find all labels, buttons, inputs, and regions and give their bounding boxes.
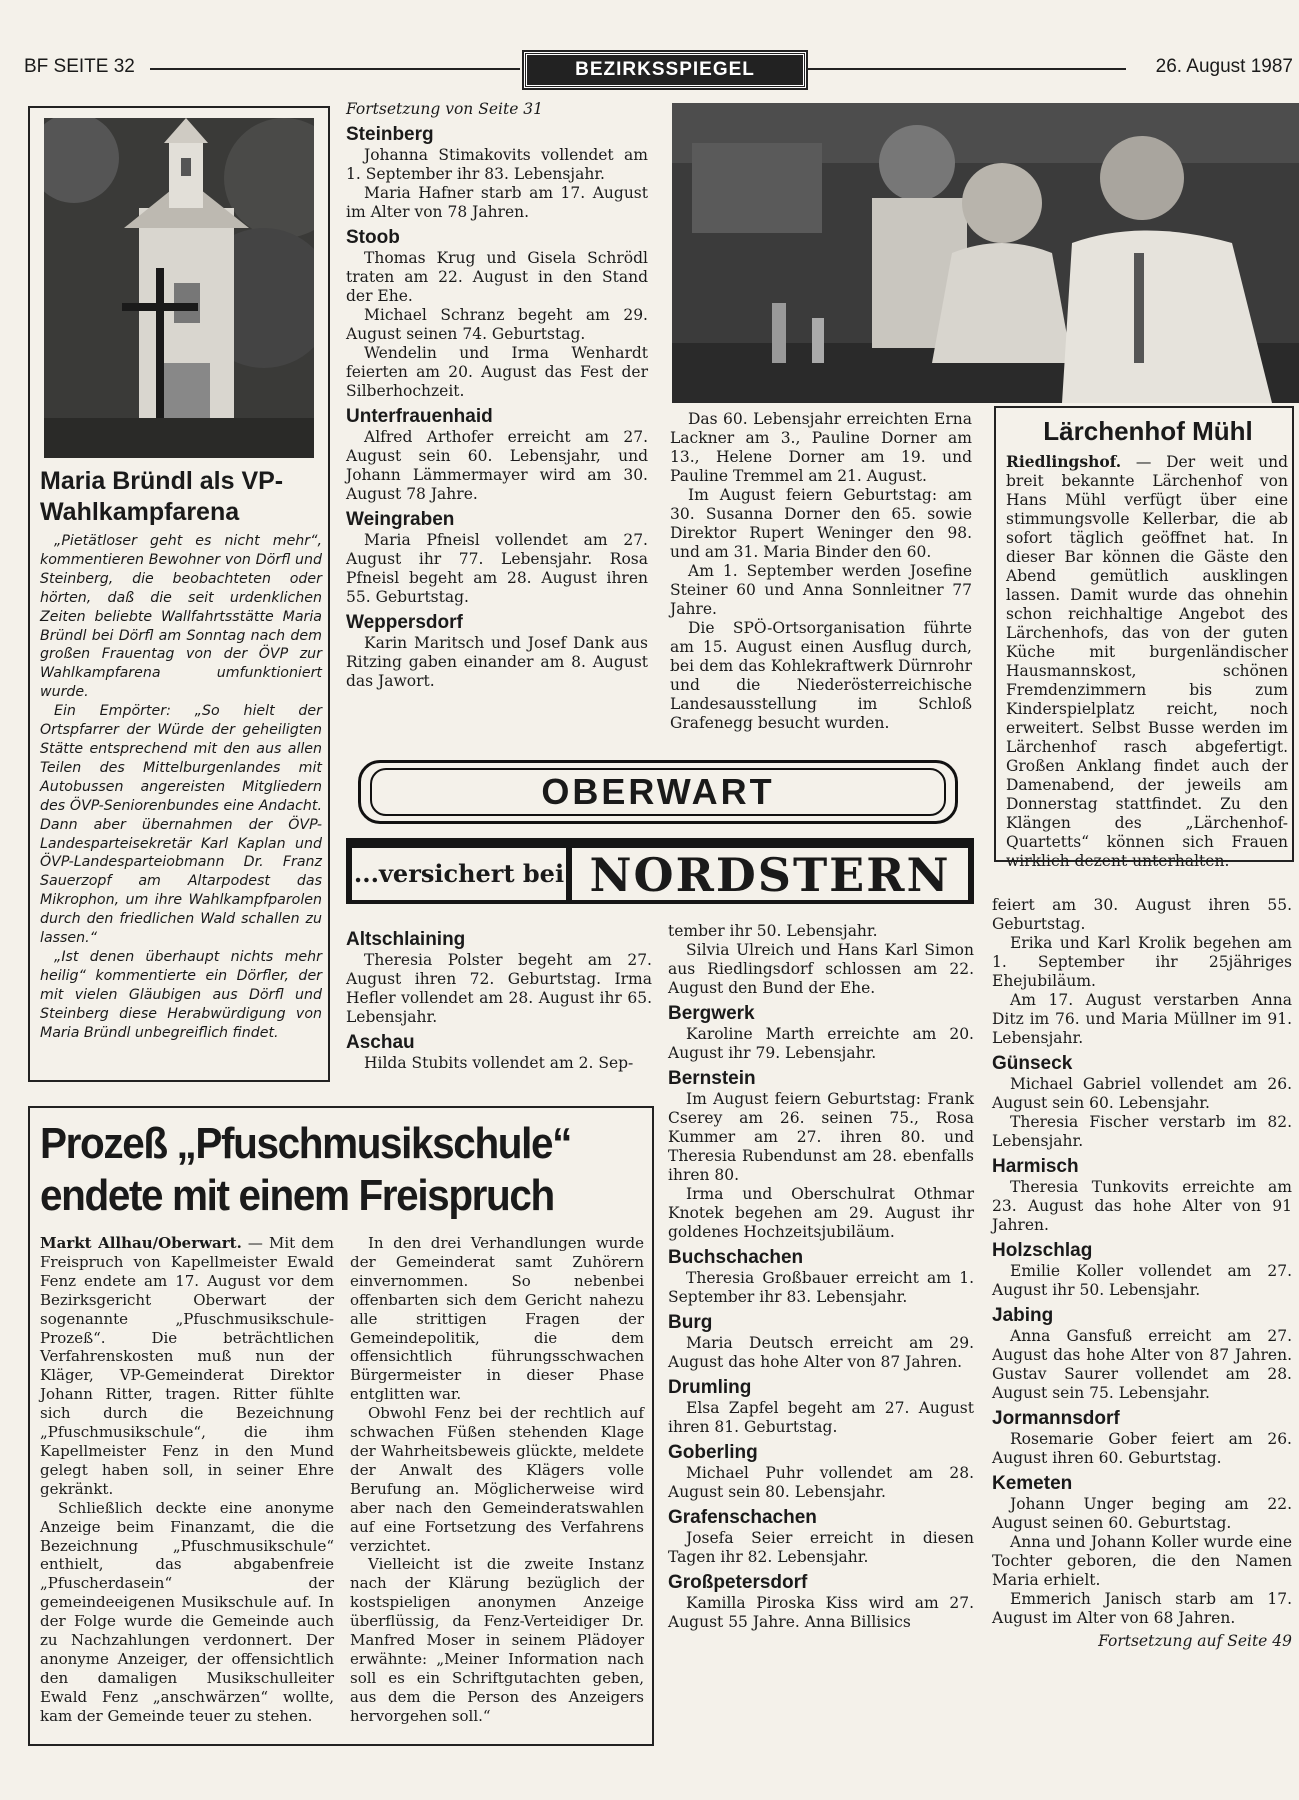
section-heading: Holzschlag [992, 1240, 1093, 1261]
section-heading: Kemeten [992, 1473, 1073, 1494]
section-heading: Drumling [668, 1377, 752, 1398]
laerchenhof-box [994, 406, 1294, 870]
news-paragraph: Michael Gabriel vollendet am 26. August sein 60. Lebensjahr. [992, 1075, 1292, 1112]
news-paragraph: Johanna Stimakovits vollendet am 1. September ihr 83. Lebensjahr. [346, 146, 648, 183]
news-paragraph: feiert am 30. August ihren 55. Geburtstag. [992, 896, 1292, 933]
news-paragraph: tember ihr 50. Lebensjahr. [668, 922, 878, 940]
section-heading: Aschau [346, 1032, 415, 1053]
section-heading: Jormannsdorf [992, 1408, 1120, 1429]
news-paragraph: Das 60. Lebensjahr erreichten Erna Lackner am 3., Pauline Dorner am 13., Helene Dorner am 19. und Pauline Tremmel am 21. August. [670, 410, 972, 485]
section-holzschlag [992, 1241, 1292, 1300]
news-paragraph: Johann Unger beging am 22. August seinen 60. Geburtstag. [992, 1495, 1292, 1532]
news-paragraph: Elsa Zapfel begeht am 27. August ihren 81. Geburtstag. [668, 1399, 974, 1436]
article-column-1 [40, 1234, 334, 1726]
news-paragraph: Michael Schranz begeht am 29. August seinen 74. Geburtstag. [346, 306, 648, 343]
section-heading: Unterfrauenhaid [346, 406, 493, 427]
news-paragraph: Theresia Tunkovits erreichte am 23. August das hohe Alter von 91 Jahren. [992, 1178, 1292, 1234]
section-heading: Bernstein [668, 1068, 756, 1089]
continued-from: Fortsetzung von Seite 31 [346, 100, 544, 118]
article-dateline: Markt Allhau/Oberwart. [40, 1234, 242, 1252]
section-unterfrauenhaid [346, 407, 648, 504]
section-bernstein [668, 1069, 974, 1242]
header-rule-right [806, 68, 1126, 70]
sidebar-paragraph: „Ist denen überhaupt nichts mehr heilig“ kommentierte ein Dörfler, der mit vielen Gläubigen aus Dörfl und Steinberg diese Herabwürdigung von Maria Bründl unbegreiflich findet. [40, 948, 322, 1041]
article-paragraph: Obwohl Fenz bei der rechtlich auf schwachen Füßen stehenden Klage der Wahrheitsbeweis glückte, meldete der Anwalt des Klägers volle Berufung an. Möglicherweise wird aber nach den Gemeinderatswahlen auf eine Fortsetzung des Verfahrens verzichtet. [350, 1404, 644, 1555]
section-burg [668, 1313, 974, 1372]
news-paragraph: Maria Pfneisl vollendet am 27. August ihr 77. Lebensjahr. Rosa Pfneisl begeht am 28. August ihren 55. Geburtstag. [346, 531, 648, 606]
section-heading: Großpetersdorf [668, 1572, 808, 1593]
box-dateline: Riedlingshof. [1006, 452, 1122, 471]
section-aschau [346, 1033, 652, 1073]
section-heading: Bergwerk [668, 1003, 755, 1024]
bar-photo [672, 103, 1299, 403]
section-steinberg [346, 125, 648, 222]
section-jormannsdorf [992, 1409, 1292, 1468]
sidebar-body [40, 532, 322, 1042]
news-paragraph: Maria Deutsch erreicht am 29. August das hohe Alter von 87 Jahren. [668, 1334, 974, 1371]
news-paragraph: Josefa Seier erreicht in diesen Tagen ihr 82. Lebensjahr. [668, 1529, 974, 1566]
news-paragraph: Kamilla Piroska Kiss wird am 27. August 55 Jahre. Anna Billisics [668, 1594, 974, 1631]
section-heading: Stoob [346, 227, 400, 248]
section-grafenschachen [668, 1508, 974, 1567]
section-heading: Steinberg [346, 124, 434, 145]
news-paragraph: Karoline Marth erreichte am 20. August ihr 79. Lebensjahr. [668, 1025, 974, 1062]
sidebar-article [28, 106, 330, 1082]
news-paragraph: Maria Hafner starb am 17. August im Alter von 78 Jahren. [346, 184, 648, 221]
sidebar-paragraph: „Pietätloser geht es nicht mehr“, kommentieren Bewohner von Dörfl und Steinberg, die beobachteten oder hörten, daß die seit urdenklichen Zeiten beliebte Wallfahrtsstätte Maria Bründl bei Dörfl am Sonntag nach dem großen Frauentag von der ÖVP zur Wahlkampfarena umfunktioniert wurde. [40, 533, 322, 701]
section-goberling [668, 1443, 974, 1502]
section-guenseck [992, 1054, 1292, 1151]
section-title: BEZIRKSSPIEGEL [524, 52, 806, 88]
news-paragraph: Alfred Arthofer erreicht am 27. August sein 60. Lebensjahr, und Johann Lämmermayer wird am 30. August 78 Jahre. [346, 428, 648, 503]
section-heading: Weppersdorf [346, 612, 463, 633]
news-paragraph: Irma und Oberschulrat Othmar Knotek begehen am 29. August ihr goldenes Hochzeitsjubiläum. [668, 1185, 974, 1241]
news-paragraph: Anna und Johann Koller wurde eine Tochter geboren, die den Namen Maria erhielt. [992, 1533, 1292, 1589]
news-paragraph: Emmerich Janisch starb am 17. August im Alter von 68 Jahren. [992, 1590, 1292, 1627]
sidebar-headline: Maria Bründl als VP-Wahlkampfarena [40, 467, 284, 526]
news-paragraph: Rosemarie Gober feiert am 26. August ihren 60. Geburtstag. [992, 1430, 1292, 1467]
chapel-photo [44, 118, 314, 458]
news-paragraph: Im August feiern Geburtstag: am 30. Susanna Dorner den 65. sowie Direktor Rupert Weninger den 98. und am 31. Maria Binder den 60. [670, 486, 972, 561]
column-community-news-5 [992, 896, 1292, 1651]
header-rule-left [150, 68, 520, 70]
column-community-news-2 [670, 410, 972, 733]
section-heading: Weingraben [346, 509, 455, 530]
news-paragraph: Anna Gansfuß erreicht am 27. August das hohe Alter von 87 Jahren. Gustav Saurer vollendet am 28. August sein 75. Lebensjahr. [992, 1327, 1292, 1402]
section-drumling [668, 1378, 974, 1437]
ad-town: OBERWART [370, 768, 946, 816]
news-paragraph: Am 1. September werden Josefine Steiner 60 und Anna Sonnleitner 77 Jahre. [670, 562, 972, 618]
box-text: — Der weit und breit bekannte Lärchenhof von Hans Mühl verfügt über eine stimmungsvolle Kellerbar, die ab sofort täglich geöffnet hat. In dieser Bar können die Gäste den Abend gemütlich ausklingen lassen. Damit wurde das ohnehin schon reichhaltige Angebot des Lärchenhofs, das von der guten Küche mit burgenländischer Hausmannskost, schönen Fremdenzimmern bis zum Kinderspielplatz reicht, noch erweitert. Selbst Busse werden im Lärchenhof rasch abgefertigt. Großen Anklang findet auch der Damenabend, der jeweils am Donnerstag stattfindet. Zu den Klängen des „Lärchenhof-Quartetts“ können sich Frauen wirklich dezent unterhalten. [1006, 453, 1288, 870]
section-heading: Burg [668, 1312, 713, 1333]
article-column-2 [350, 1234, 644, 1726]
news-paragraph: Die SPÖ-Ortsorganisation führte am 15. August einen Ausflug durch, bei dem das Kohlekraftwerk Dürnrohr und die Niederösterreichische Landesausstellung im Schloß Grafenegg besucht wurden. [670, 619, 972, 732]
nordstern-ad [346, 756, 974, 906]
news-paragraph: Theresia Fischer verstarb im 82. Lebensjahr. [992, 1113, 1292, 1150]
news-paragraph: Theresia Großbauer erreicht am 1. September ihr 83. Lebensjahr. [668, 1269, 974, 1306]
article-paragraph: — Mit dem Freispruch von Kapellmeister Ewald Fenz endete am 17. August vor dem Bezirksgericht Oberwart der sogenannte „Pfuschmusikschule-Prozeß“. Die beträchtlichen Verfahrenskosten muß nun der Kläger, VP-Gemeinderat Direktor Johann Ritter, tragen. Ritter fühlte sich durch die Bezeichnung „Pfuschmusikschule“, die ihm Kapellmeister Fenz in den Mund gelegt haben soll, in seiner Ehre gekränkt. [40, 1234, 334, 1498]
article-paragraph: Vielleicht ist die zweite Instanz nach der Klärung bezüglich der kostspieligen anonymen Anzeige überflüssig, da Fenz-Verteidiger Dr. Manfred Moser in seinem Plädoyer erwähnte: „Meiner Information nach soll es ein Schriftgutachten geben, aus dem die Person des Anzeigers hervorgehen soll.“ [350, 1555, 644, 1725]
news-paragraph: Karin Maritsch und Josef Dank aus Ritzing gaben einander am 8. August das Jawort. [346, 634, 648, 690]
news-paragraph: Am 17. August verstarben Anna Ditz im 76. und Maria Müllner im 91. Lebensjahr. [992, 991, 1292, 1047]
section-kemeten [992, 1474, 1292, 1628]
section-jabing [992, 1306, 1292, 1403]
section-stoob [346, 228, 648, 401]
section-heading: Harmisch [992, 1156, 1079, 1177]
page-number: BF SEITE 32 [24, 56, 135, 77]
section-heading: Goberling [668, 1442, 758, 1463]
section-heading: Buchschachen [668, 1247, 804, 1268]
news-paragraph: Hilda Stubits vollendet am 2. Sep- [364, 1054, 634, 1072]
column-community-news-3 [346, 924, 652, 1073]
chapel-illustration [44, 118, 314, 458]
ad-slogan: ...versichert bei [352, 848, 566, 900]
article-headline: Prozeß „Pfuschmusikschule“ endete mit einem Freispruch [40, 1119, 571, 1220]
news-paragraph: Emilie Koller vollendet am 27. August ihr 50. Lebensjahr. [992, 1262, 1292, 1299]
section-harmisch [992, 1157, 1292, 1235]
news-paragraph: Wendelin und Irma Wenhardt feierten am 20. August das Fest der Silberhochzeit. [346, 344, 648, 400]
article-paragraph: In den drei Verhandlungen wurde der Gemeinderat samt Zuhörern einvernommen. So nebenbei offenbarten sich dem Gericht nahezu alle strittigen Fragen der Gemeindepolitik, die dem offensichtlich führungsschwachen Bürgermeister in dieser Phase entglitten war. [350, 1234, 644, 1404]
main-article [28, 1106, 654, 1746]
news-paragraph: Thomas Krug und Gisela Schrödl traten am 22. August in den Stand der Ehe. [346, 249, 648, 305]
section-altschlaining [346, 930, 652, 1027]
section-heading: Altschlaining [346, 929, 466, 950]
section-heading: Günseck [992, 1053, 1073, 1074]
sidebar-paragraph: Ein Empörter: „So hielt der Ortspfarrer der Würde der geheiligten Stätte entsprechend mit den aus allen Teilen des Mittelburgenlandes mit Autobussen angereisten Mitgliedern des ÖVP-Seniorenbundes eine Andacht. Dann aber übernahmen der ÖVP-Landesparteisekretär Karl Kaplan und ÖVP-Landesparteiobmann Dr. Franz Sauerzopf am Altarpodest das Mikrophon, um ihre Wahlkampfparolen durch den friedlichen Wald schallen zu lassen.“ [40, 703, 322, 947]
news-paragraph: Im August feiern Geburtstag: Frank Cserey am 26. seinen 75., Rosa Kummer am 27. ihren 80. und Theresia Rubendunst am 28. ebenfalls ihren 80. [668, 1090, 974, 1184]
section-heading: Jabing [992, 1305, 1054, 1326]
box-headline: Lärchenhof Mühl [1043, 416, 1253, 446]
issue-date: 26. August 1987 [1155, 56, 1293, 77]
news-paragraph: Theresia Polster begeht am 27. August ihren 72. Geburtstag. Irma Hefler vollendet am 28. August ihr 65. Lebensjahr. [346, 951, 652, 1026]
continued-on: Fortsetzung auf Seite 49 [1098, 1632, 1292, 1650]
section-heading: Grafenschachen [668, 1507, 817, 1528]
box-body [1006, 452, 1288, 871]
news-paragraph: Silvia Ulreich und Hans Karl Simon aus Riedlingsdorf schlossen am 22. August den Bund der Ehe. [668, 941, 974, 997]
column-community-news-1 [346, 100, 648, 691]
news-paragraph: Michael Puhr vollendet am 28. August sein 80. Lebensjahr. [668, 1464, 974, 1501]
bar-scene-illustration [672, 103, 1299, 403]
column-community-news-4 [668, 922, 974, 1632]
news-paragraph: Erika und Karl Krolik begehen am 1. September ihr 25jähriges Ehejubiläum. [992, 934, 1292, 990]
article-paragraph: Schließlich deckte eine anonyme Anzeige beim Finanzamt, die die Bezeichnung „Pfuschmusikschule“ enthielt, das abgabenfreie „Pfuscherdasein“ der gemeindeeigenen Musikschule auf. In der Folge wurde die Gemeinde auch zu Nachzahlungen verdonnert. Der anonyme Anzeiger, der offensichtlich den damaligen Musikschulleiter Ewald Fenz „anschwärzen“ wollte, kam der Gemeinde teuer zu stehen. [40, 1498, 334, 1725]
section-buchschachen [668, 1248, 974, 1307]
section-weppersdorf [346, 613, 648, 691]
section-bergwerk [668, 1004, 974, 1063]
ad-brand: NORDSTERN [572, 848, 968, 900]
section-weingraben [346, 510, 648, 607]
section-grosspetersdorf [668, 1573, 974, 1632]
